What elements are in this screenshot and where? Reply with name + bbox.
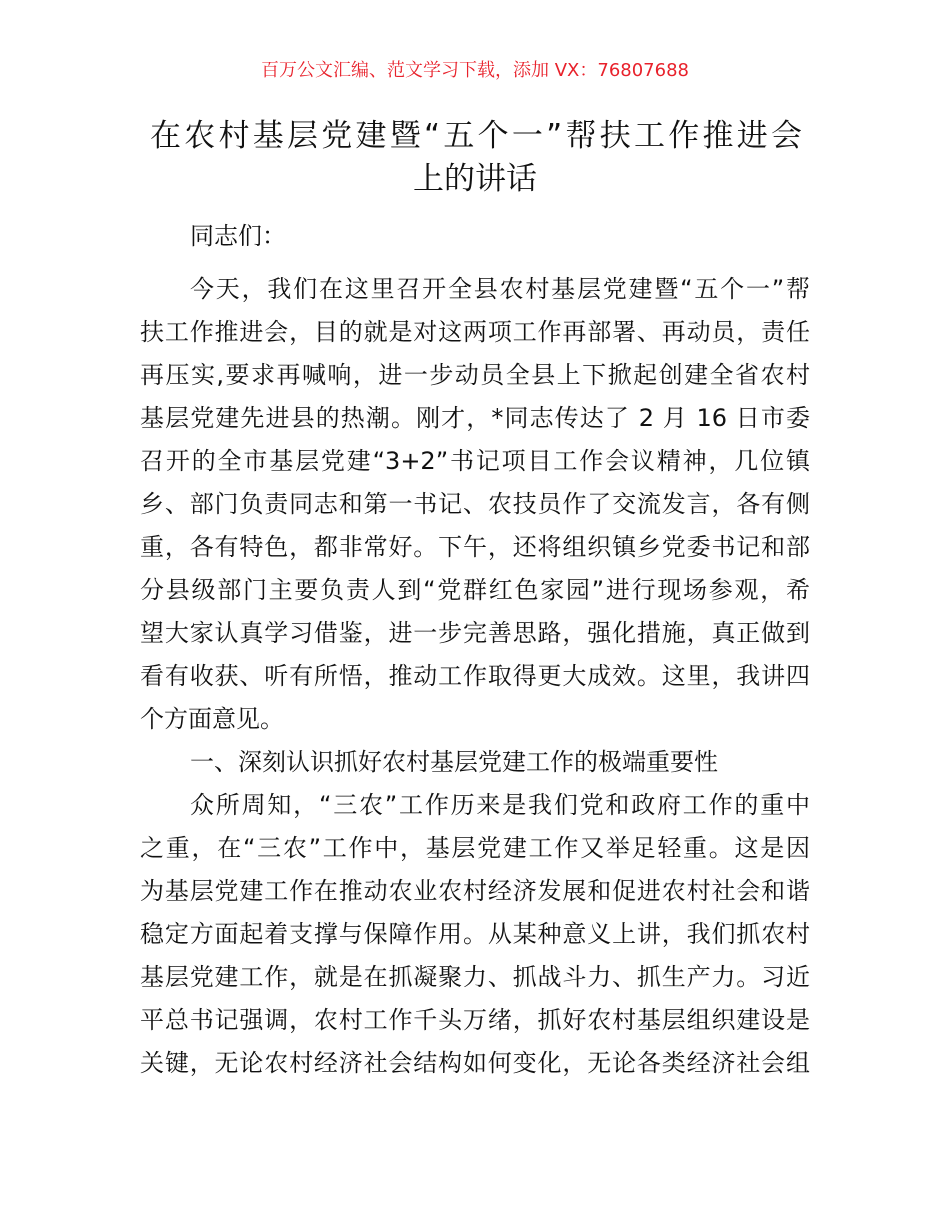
paragraph-line: 看有收获、听有所悟，推动工作取得更大成效。这里，我讲四: [140, 662, 810, 690]
paragraph-line: 稳定方面起着支撑与保障作用。从某种意义上讲，我们抓农村: [140, 920, 810, 948]
salutation: 同志们：: [190, 222, 286, 250]
paragraph-line: 关键，无论农村经济社会结构如何变化，无论各类经济社会组: [140, 1049, 810, 1077]
document-title-line-1: 在农村基层党建暨“五个一”帮扶工作推进会: [150, 118, 802, 154]
paragraph-line: 平总书记强调，农村工作千头万绪，抓好农村基层组织建设是: [140, 1006, 810, 1034]
paragraph-line: 重，各有特色，都非常好。下午，还将组织镇乡党委书记和部: [140, 533, 810, 561]
paragraph-line: 基层党建先进县的热潮。刚才，*同志传达了 2 月 16 日市委: [140, 404, 810, 432]
watermark-banner: 百万公文汇编、范文学习下载，添加 VX：76807688: [261, 60, 689, 81]
paragraph-line: 召开的全市基层党建“3+2”书记项目工作会议精神，几位镇: [140, 447, 810, 475]
paragraph-line: 基层党建工作，就是在抓凝聚力、抓战斗力、抓生产力。习近: [140, 963, 810, 991]
paragraph-line: 望大家认真学习借鉴，进一步完善思路，强化措施，真正做到: [140, 619, 810, 647]
paragraph-line: 扶工作推进会，目的就是对这两项工作再部署、再动员，责任: [140, 318, 810, 346]
paragraph-line: 个方面意见。: [140, 705, 284, 733]
paragraph-line: 乡、部门负责同志和第一书记、农技员作了交流发言，各有侧: [140, 490, 810, 518]
paragraph-line: 众所周知，“三农”工作历来是我们党和政府工作的重中: [190, 791, 810, 819]
paragraph-line: 今天，我们在这里召开全县农村基层党建暨“五个一”帮: [190, 275, 810, 303]
paragraph-line: 之重，在“三农”工作中，基层党建工作又举足轻重。这是因: [140, 834, 810, 862]
paragraph-line: 再压实,要求再喊响，进一步动员全县上下掀起创建全省农村: [140, 361, 810, 389]
paragraph-line: 为基层党建工作在推动农业农村经济发展和促进农村社会和谐: [140, 877, 810, 905]
document-title-line-2: 上的讲话: [413, 161, 537, 197]
paragraph-line: 分县级部门主要负责人到“党群红色家园”进行现场参观，希: [140, 576, 810, 604]
section-heading: 一、深刻认识抓好农村基层党建工作的极端重要性: [190, 748, 718, 776]
